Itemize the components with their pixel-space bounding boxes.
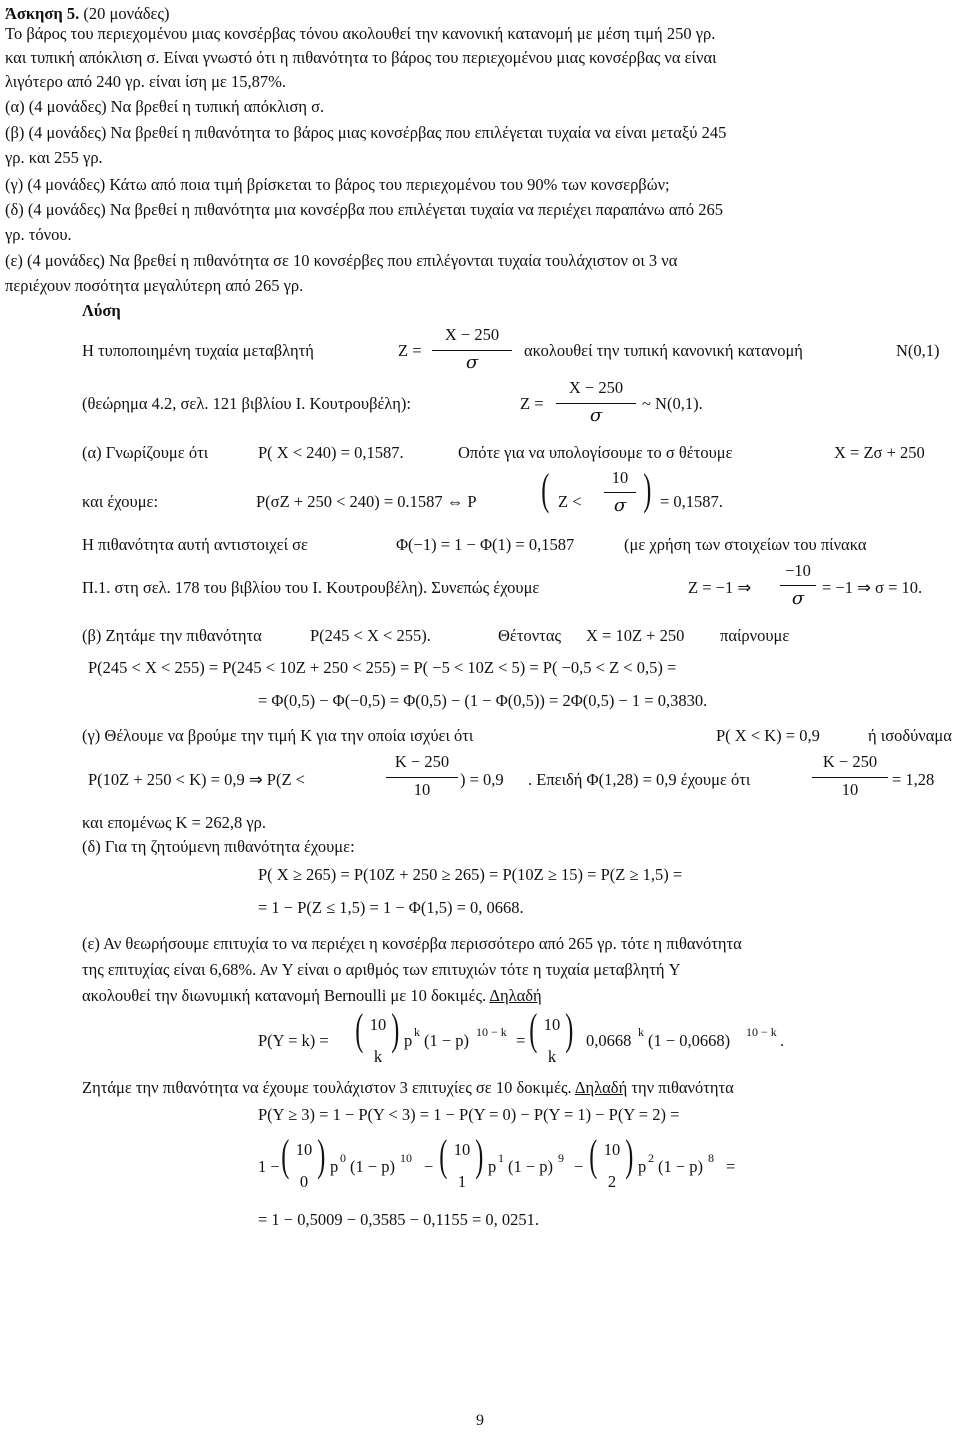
intro-line: λιγότερο από 240 γρ. είναι ίση με 15,87%. [5, 72, 286, 91]
formula: p [638, 1157, 647, 1176]
formula: Z = −1 ⇒ [688, 578, 752, 597]
binomial-top: 10 [603, 1140, 621, 1159]
left-paren: ( [529, 1005, 538, 1054]
formula: − [424, 1157, 434, 1176]
fraction-numerator: K − 250 [394, 752, 450, 771]
fraction-numerator: K − 250 [822, 752, 878, 771]
binomial-top: 10 [453, 1140, 471, 1159]
formula: = 1 − 0,5009 − 0,3585 − 0,1155 = 0, 0251. [258, 1210, 540, 1229]
solution-text: (γ) Θέλουμε να βρούμε την τιμή K για την οποία ισχύει ότι [82, 726, 474, 745]
solution-text: ακολουθεί την τυπική κανονική κατανομή [524, 341, 803, 360]
right-paren: ) [391, 1005, 400, 1054]
formula: X = Zσ + 250 [834, 443, 925, 462]
solution-text: (δ) Για τη ζητούμενη πιθανότητα έχουμε: [82, 837, 355, 856]
page-number: 9 [476, 1412, 484, 1429]
solution-text: Ζητάμε την πιθανότητα να έχουμε τουλάχιστον 3 επιτυχίες σε 10 δοκιμές. Δηλαδή την πιθανότητα [82, 1078, 734, 1097]
solution-text: (με χρήση των στοιχείων του πίνακα [624, 535, 867, 554]
formula: ) = 0,9 [460, 770, 504, 789]
left-paren: ( [589, 1131, 598, 1180]
fraction-denominator: σ [589, 405, 603, 426]
formula: P( X < K) = 0,9 [716, 726, 820, 745]
fraction-bar [556, 403, 636, 404]
binomial-bottom: 2 [607, 1172, 617, 1191]
formula: p [330, 1157, 339, 1176]
formula: . [780, 1031, 785, 1050]
formula: = 0,1587. [660, 492, 723, 511]
solution-text: της επιτυχίας είναι 6,68%. Αν Y είναι ο αριθμός των επιτυχιών τότε η τυχαία μεταβλητή Y [82, 960, 681, 979]
binomial-bottom: 1 [457, 1172, 467, 1191]
formula: P( X < 240) = 0,1587. [258, 443, 404, 462]
solution-text: Οπότε για να υπολογίσουμε το σ θέτουμε [458, 443, 733, 462]
left-paren: ( [439, 1131, 448, 1180]
fraction-denominator: σ [791, 588, 805, 609]
question-e: (ε) (4 μονάδες) Να βρεθεί η πιθανότητα σε 10 κονσέρβες που επιλέγονται τυχαία τουλάχιστον οι 3 να [5, 251, 678, 270]
solution-text: παίρνουμε [720, 626, 790, 645]
exponent: 0 [340, 1151, 346, 1165]
fraction-bar [432, 350, 512, 351]
formula: (1 − p) [508, 1157, 554, 1176]
solution-text: Η πιθανότητα αυτή αντιστοιχεί σε [82, 535, 308, 554]
formula: = 1 − P(Z ≤ 1,5) = 1 − Φ(1,5) = 0, 0668. [258, 898, 524, 917]
binomial-bottom: 0 [299, 1172, 309, 1191]
formula: = [516, 1031, 526, 1050]
binomial-top: 10 [295, 1140, 313, 1159]
formula: p [488, 1157, 497, 1176]
exponent: k [638, 1025, 644, 1039]
formula: (1 − 0,0668) [648, 1031, 731, 1050]
formula: Z = [520, 394, 544, 413]
solution-text: ή ισοδύναμα [868, 726, 952, 745]
fraction-denominator: 10 [413, 780, 431, 799]
formula: P(10Z + 250 < K) = 0,9 ⇒ P(Z < [88, 770, 305, 789]
exponent: 10 [400, 1151, 412, 1165]
exponent: 2 [648, 1151, 654, 1165]
solution-text: και επομένως K = 262,8 γρ. [82, 813, 267, 832]
solution-heading: Λύση [82, 301, 121, 320]
formula: (1 − p) [658, 1157, 704, 1176]
formula: 0,0668 [586, 1031, 632, 1050]
left-paren: ( [281, 1131, 290, 1180]
formula: X = 10Z + 250 [586, 626, 685, 645]
right-paren: ) [317, 1131, 326, 1180]
fraction-bar [604, 492, 636, 493]
binomial-bottom: k [547, 1047, 557, 1066]
question-e: περιέχουν ποσότητα μεγαλύτερη από 265 γρ. [5, 276, 304, 295]
formula: = [726, 1157, 736, 1176]
formula: N(0,1) [896, 341, 940, 360]
question-c: (γ) (4 μονάδες) Κάτω από ποια τιμή βρίσκεται το βάρος του περιεχομένου του 90% των κονσερβών; [5, 175, 670, 194]
exponent: k [414, 1025, 420, 1039]
intro-line: Το βάρος του περιεχομένου μιας κονσέρβας τόνου ακολουθεί την κανονική κατανομή με μέση τιμή 250 γρ. [5, 24, 716, 43]
solution-text: ακολουθεί την διωνυμική κατανομή Bernoulli με 10 δοκιμές. Δηλαδή [82, 986, 542, 1005]
intro-line: και τυπική απόκλιση σ. Είναι γνωστό ότι η πιθανότητα το βάρος του περιεχομένου μιας κονσέρβας να είναι [5, 48, 717, 67]
fraction-numerator: 10 [611, 468, 629, 487]
exponent: 9 [558, 1151, 564, 1165]
formula: Z < [558, 492, 582, 511]
exponent: 10 − k [476, 1025, 507, 1039]
fraction-bar [812, 777, 888, 778]
formula: P(Y = k) = [258, 1031, 329, 1050]
formula: p [404, 1031, 413, 1050]
fraction-numerator: −10 [785, 561, 811, 580]
left-paren: ( [541, 465, 550, 514]
right-paren: ) [625, 1131, 634, 1180]
formula: Φ(−1) = 1 − Φ(1) = 0,1587 [396, 535, 575, 554]
solution-text: (β) Ζητάμε την πιθανότητα [82, 626, 262, 645]
exponent: 8 [708, 1151, 714, 1165]
solution-text: Π.1. στη σελ. 178 του βιβλίου του Ι. Κουτρουβέλη). Συνεπώς έχουμε [82, 578, 540, 597]
right-paren: ) [565, 1005, 574, 1054]
formula: P(245 < X < 255) = P(245 < 10Z + 250 < 255) = P( −5 < 10Z < 5) = P( −0,5 < Z < 0,5) = [88, 658, 677, 677]
fraction-denominator: σ [613, 495, 627, 516]
solution-text: (θεώρημα 4.2, σελ. 121 βιβλίου Ι. Κουτρουβέλη): [82, 394, 411, 413]
formula: = Φ(0,5) − Φ(−0,5) = Φ(0,5) − (1 − Φ(0,5)) = 2Φ(0,5) − 1 = 0,3830. [258, 691, 708, 710]
formula: Z = [398, 341, 422, 360]
question-a: (α) (4 μονάδες) Να βρεθεί η τυπική απόκλιση σ. [5, 97, 325, 116]
fraction-denominator: σ [465, 352, 479, 373]
right-paren: ) [475, 1131, 484, 1180]
formula: (1 − p) [350, 1157, 396, 1176]
solution-text: Θέτοντας [498, 626, 561, 645]
formula: (1 − p) [424, 1031, 470, 1050]
formula: ~ N(0,1). [642, 394, 703, 413]
right-paren: ) [643, 465, 652, 514]
formula: P(Y ≥ 3) = 1 − P(Y < 3) = 1 − P(Y = 0) − P(Y = 1) − P(Y = 2) = [258, 1105, 680, 1124]
solution-text: και έχουμε: [82, 492, 159, 511]
question-d: γρ. τόνου. [5, 225, 72, 244]
formula: P(σZ + 250 < 240) = 0.1587 ⇔ P [256, 492, 477, 511]
formula: P( X ≥ 265) = P(10Z + 250 ≥ 265) = P(10Z ≥ 15) = P(Z ≥ 1,5) = [258, 865, 683, 884]
fraction-bar [780, 585, 816, 586]
binomial-top: 10 [543, 1015, 561, 1034]
fraction-denominator: 10 [841, 780, 859, 799]
question-d: (δ) (4 μονάδες) Να βρεθεί η πιθανότητα μια κονσέρβα που επιλέγεται τυχαία να περιέχει παραπάνω από 265 [5, 200, 724, 219]
formula: = −1 ⇒ σ = 10. [822, 578, 923, 597]
solution-text: (ε) Αν θεωρήσουμε επιτυχία το να περιέχει η κονσέρβα περισσότερο από 265 γρ. τότε η πιθανότητα [82, 934, 742, 953]
binomial-top: 10 [369, 1015, 387, 1034]
solution-text: . Επειδή Φ(1,28) = 0,9 έχουμε ότι [528, 770, 751, 789]
formula: = 1,28 [892, 770, 935, 789]
fraction-bar [386, 777, 458, 778]
left-paren: ( [355, 1005, 364, 1054]
exercise-title: Άσκηση 5. (20 μονάδες) [5, 4, 170, 23]
fraction-numerator: X − 250 [444, 325, 500, 344]
binomial-bottom: k [373, 1047, 383, 1066]
solution-text: (α) Γνωρίζουμε ότι [82, 443, 209, 462]
formula: P(245 < X < 255). [310, 626, 431, 645]
question-b: γρ. και 255 γρ. [5, 148, 103, 167]
question-b: (β) (4 μονάδες) Να βρεθεί η πιθανότητα το βάρος μιας κονσέρβας που επιλέγεται τυχαία να είναι μεταξύ 245 [5, 123, 727, 142]
solution-text: Η τυποποιημένη τυχαία μεταβλητή [82, 341, 314, 360]
exponent: 1 [498, 1151, 504, 1165]
fraction-numerator: X − 250 [568, 378, 624, 397]
formula: − [574, 1157, 584, 1176]
exponent: 10 − k [746, 1025, 777, 1039]
formula: 1 − [258, 1157, 280, 1176]
